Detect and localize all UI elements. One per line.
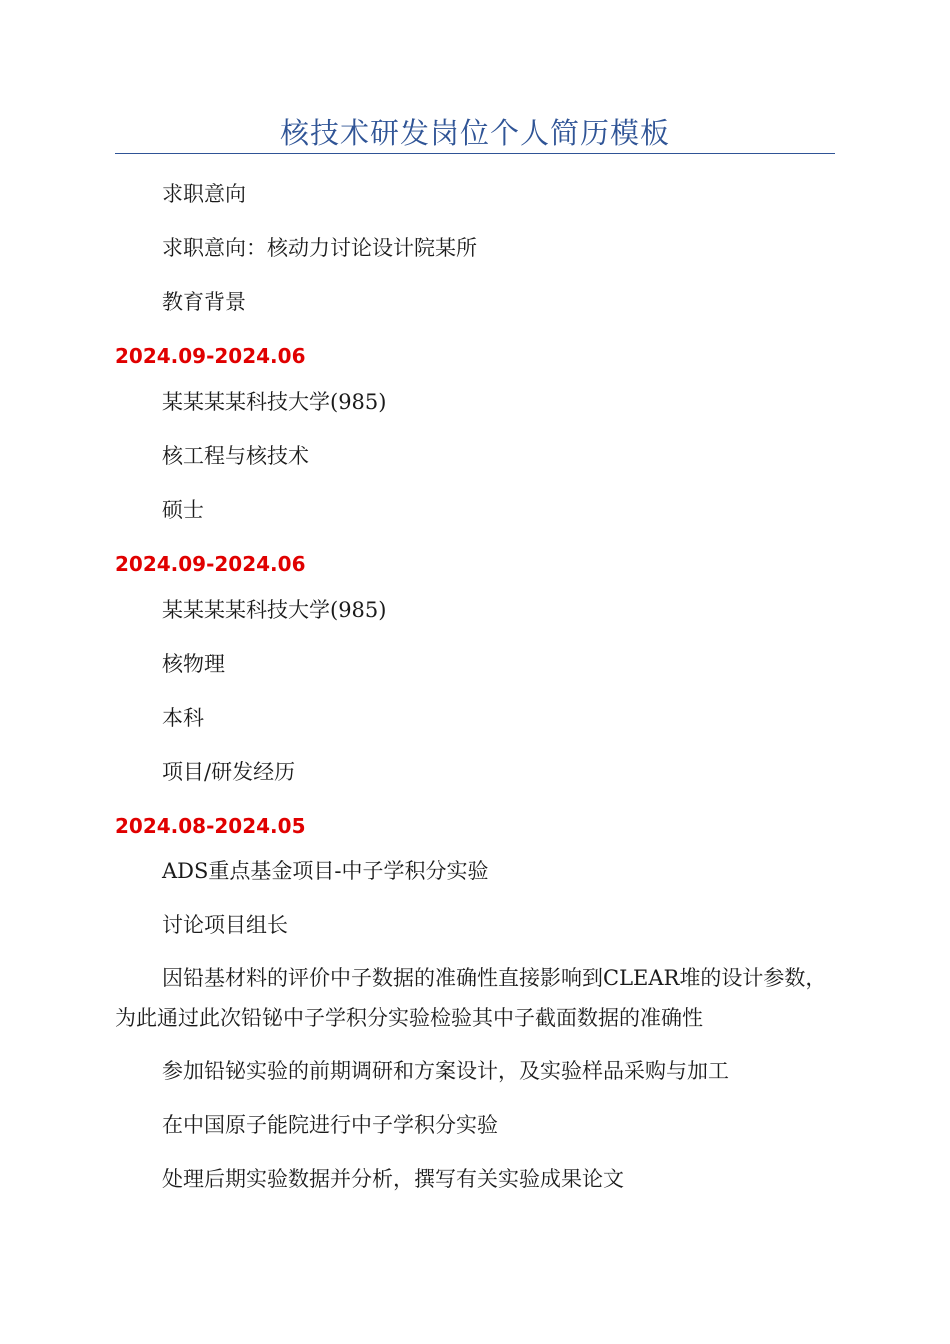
project-duty-item: 处理后期实验数据并分析，撰写有关实验成果论文: [162, 1167, 624, 1191]
project-duty-item: 参加铅铋实验的前期调研和方案设计，及实验样品采购与加工: [162, 1059, 729, 1083]
project-date: 2024.08-2024.05: [115, 814, 306, 838]
section-heading-projects: 项目/研发经历: [162, 760, 296, 784]
title-underline: [115, 153, 835, 154]
section-heading-education: 教育背景: [162, 290, 246, 314]
project-duty-item: 在中国原子能院进行中子学积分实验: [162, 1113, 498, 1137]
education-major: 核物理: [162, 652, 225, 676]
education-school: 某某某某科技大学(985): [162, 390, 387, 414]
education-date: 2024.09-2024.06: [115, 344, 306, 368]
project-role: 讨论项目组长: [162, 913, 288, 937]
project-name: ADS重点基金项目-中子学积分实验: [162, 859, 489, 883]
education-major: 核工程与核技术: [162, 444, 309, 468]
job-intent-line: 求职意向：核动力讨论设计院某所: [162, 236, 477, 260]
document-title: 核技术研发岗位个人简历模板: [279, 116, 670, 150]
education-date: 2024.09-2024.06: [115, 552, 306, 576]
education-degree: 本科: [162, 706, 204, 730]
education-school: 某某某某科技大学(985): [162, 598, 387, 622]
project-description: 因铅基材料的评价中子数据的准确性直接影响到CLEAR堆的设计参数，为此通过此次铅铋中子学积分实验检验其中子截面数据的准确性: [115, 966, 827, 1030]
section-heading-job-intent: 求职意向: [162, 182, 246, 206]
education-degree: 硕士: [162, 498, 204, 522]
